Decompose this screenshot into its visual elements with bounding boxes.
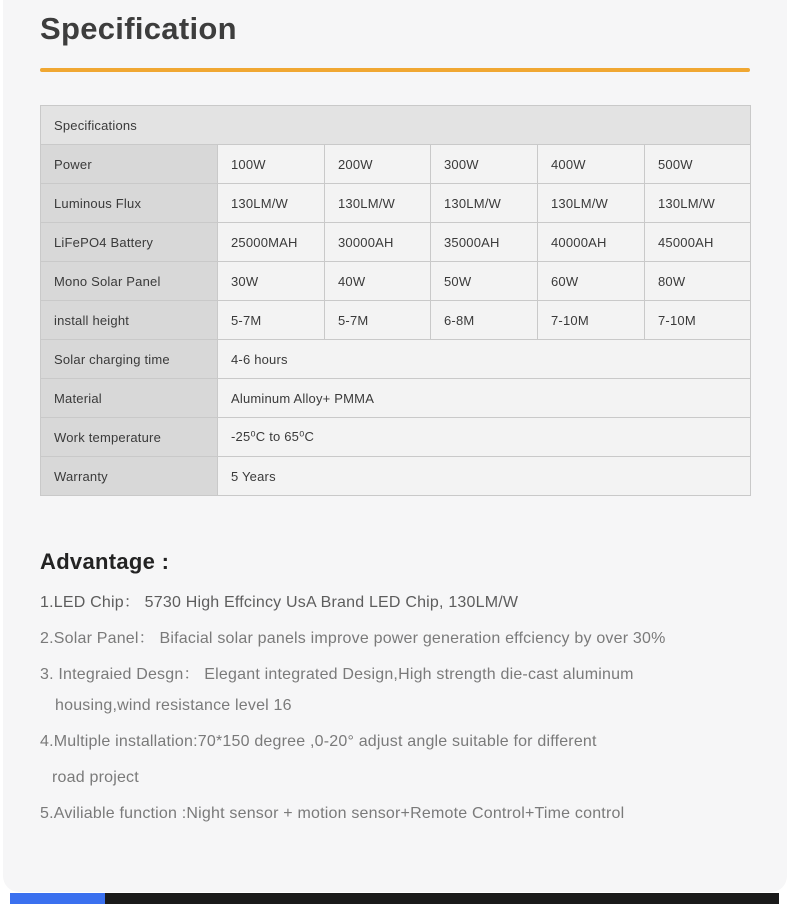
table-row [41, 418, 751, 457]
horizontal-scrollbar-thumb[interactable] [10, 893, 105, 904]
spec-cell: 130LM/W [218, 184, 325, 223]
spec-cell: 30W [218, 262, 325, 301]
spec-cell: 130LM/W [538, 184, 645, 223]
spec-label: Power [41, 145, 218, 184]
spec-label: Mono Solar Panel [41, 262, 218, 301]
spec-label: Solar charging time [41, 340, 218, 379]
spec-cell: 130LM/W [431, 184, 538, 223]
spec-cell: 7-10M [538, 301, 645, 340]
spec-cell: 50W [431, 262, 538, 301]
table-row [41, 340, 751, 379]
advantage-item-4: 4.Multiple installation:70*150 degree ,0-20° adjust angle suitable for different [40, 733, 597, 750]
spec-cell-span: Aluminum Alloy+ PMMA [218, 379, 751, 418]
spec-cell: 500W [645, 145, 751, 184]
advantage-item-3-continuation: housing,wind resistance level 16 [55, 697, 292, 714]
spec-cell: 200W [325, 145, 431, 184]
spec-cell: 130LM/W [325, 184, 431, 223]
spec-cell: 7-10M [645, 301, 751, 340]
spec-label: Luminous Flux [41, 184, 218, 223]
spec-cell: 25000MAH [218, 223, 325, 262]
spec-cell: 80W [645, 262, 751, 301]
table-row [41, 223, 751, 262]
advantage-item-3: 3. Integraied Desgn： Elegant integrated Design,High strength die-cast aluminum [40, 666, 634, 683]
table-row [41, 145, 751, 184]
horizontal-scrollbar-track[interactable] [10, 893, 779, 904]
table-row [41, 262, 751, 301]
spec-label: LiFePO4 Battery [41, 223, 218, 262]
spec-cell: 100W [218, 145, 325, 184]
spec-cell-span: 5 Years [218, 457, 751, 496]
spec-cell: 60W [538, 262, 645, 301]
title-underline [40, 68, 750, 72]
advantage-item-5: 5.Aviliable function :Night sensor + motion sensor+Remote Control+Time control [40, 805, 625, 822]
spec-cell: 40W [325, 262, 431, 301]
spec-cell: 300W [431, 145, 538, 184]
table-row [41, 184, 751, 223]
spec-label: Material [41, 379, 218, 418]
specifications-table [40, 105, 751, 496]
spec-label: Warranty [41, 457, 218, 496]
spec-cell: 35000AH [431, 223, 538, 262]
advantage-item-1: 1.LED Chip： 5730 High Effcincy UsA Brand LED Chip, 130LM/W [40, 594, 519, 611]
table-header: Specifications [41, 106, 751, 145]
advantage-item-4-continuation: road project [52, 769, 139, 786]
spec-cell: 6-8M [431, 301, 538, 340]
spec-cell: 40000AH [538, 223, 645, 262]
spec-cell: 5-7M [325, 301, 431, 340]
spec-cell: 45000AH [645, 223, 751, 262]
table-row [41, 457, 751, 496]
spec-label: Work temperature [41, 418, 218, 457]
spec-cell: 30000AH [325, 223, 431, 262]
spec-cell: 130LM/W [645, 184, 751, 223]
spec-label: install height [41, 301, 218, 340]
spec-cell: 5-7M [218, 301, 325, 340]
table-row [41, 301, 751, 340]
page-title: Specification [40, 11, 237, 46]
spec-cell-span: -25⁰C to 65⁰C [218, 418, 751, 457]
spec-cell: 400W [538, 145, 645, 184]
table-row [41, 379, 751, 418]
advantage-heading: Advantage : [40, 549, 170, 574]
spec-cell-span: 4-6 hours [218, 340, 751, 379]
advantage-item-2: 2.Solar Panel： Bifacial solar panels improve power generation effciency by over 30% [40, 630, 666, 647]
advantage-list [40, 589, 750, 841]
table-header-row [41, 106, 751, 145]
